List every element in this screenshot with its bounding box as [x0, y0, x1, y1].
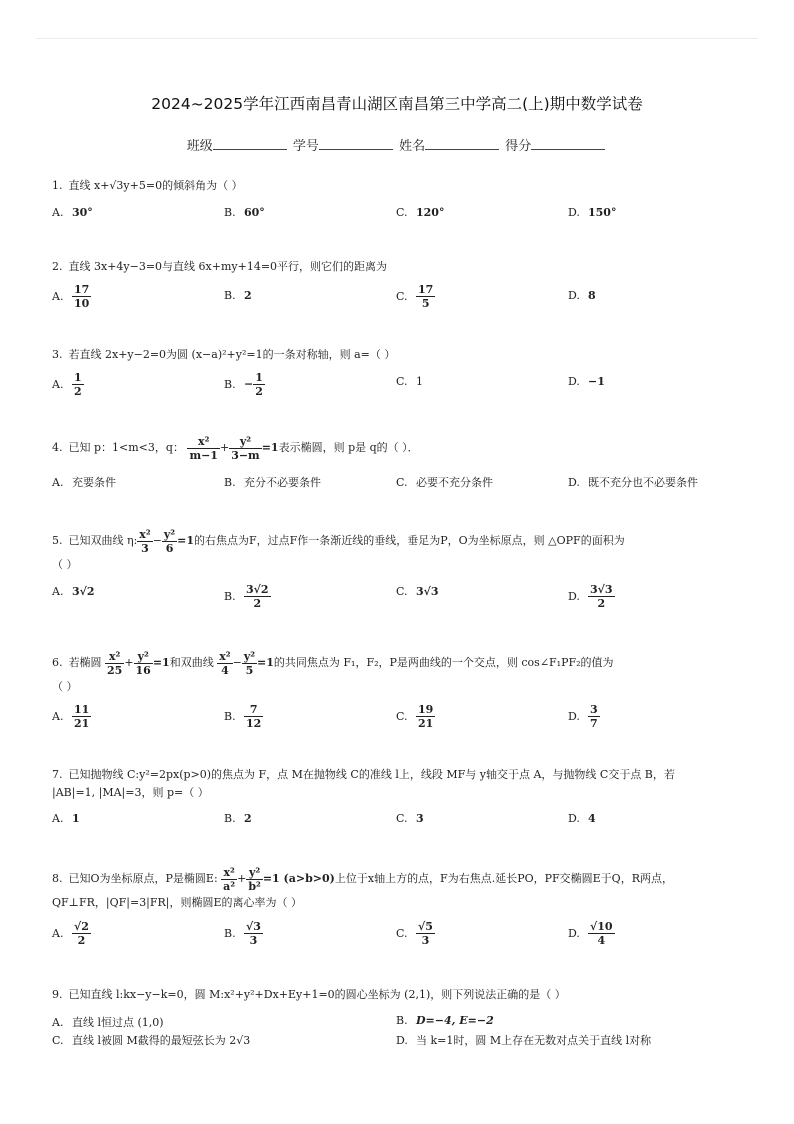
option-a[interactable]: A. $\frac{√2}{2}$ [52, 920, 89, 947]
class-label: 班级 [186, 139, 213, 154]
option-c[interactable]: C. 120° [396, 206, 445, 219]
question-stem: 若直线 2x+y−2=0为圆 (x−a)²+y²=1的一条对称轴，则 a=（ ） [68, 348, 396, 361]
option-c[interactable]: C. 1 [396, 375, 423, 388]
question-stem: 直线 x+√3y+5=0的倾斜角为（ ） [68, 179, 243, 192]
question-stem-part: 已知 p：1<m<3，q： [68, 441, 184, 454]
question-stem-part: 若椭圆 [68, 656, 102, 669]
fraction: $\frac{\text{y²}}{\text{b²}}$ [248, 865, 261, 893]
option-d[interactable]: D. 8 [568, 289, 596, 302]
question-stem-part: 表示椭圆，则 p是 q的（ ）． [278, 441, 419, 454]
question-8: 8. 已知O为坐标原点，P是椭圆E: $\frac{\text{x²}}{\text{a²}}$ + $\frac{\text{y²}}{\text{b²}}$ =1 (a>b>0)上位于x轴上方的点，F为右焦点.延长PO，PF交椭圆E于Q，R两点， [52, 865, 673, 893]
question-stem: 已知直线 l:kx−y−k=0，圆 M:x²+y²+Dx+Ey+1=0的圆心坐标为 (2,1)，则下列说法正确的是（ ） [68, 988, 566, 1001]
student-id-label: 学号 [292, 139, 319, 154]
fraction: $\frac{\text{x²}}{\text{a²}}$ [223, 865, 236, 893]
question-number: 9. [52, 988, 63, 1001]
page-title: 2024~2025学年江西南昌青山湖区南昌第三中学高二(上)期中数学试卷 [151, 95, 643, 113]
option-a[interactable]: A. 30° [52, 206, 93, 219]
question-4: 4. 已知 p：1<m<3，q： $\frac{\text{x²}}{m-1}$ + $\frac{\text{y²}}{3-m}$ =1表示椭圆，则 p是 q的（ ）． [52, 434, 419, 462]
student-id-blank[interactable] [319, 137, 393, 150]
option-d[interactable]: D. −1 [568, 375, 605, 388]
fraction: $\frac{\text{y²}}{5}$ [243, 649, 256, 677]
option-a[interactable]: A. 直线 l恒过点 (1,0) [52, 1016, 164, 1029]
question-2 [52, 257, 752, 277]
option-c[interactable]: C. 3 [396, 812, 424, 825]
option-d[interactable]: D. $\frac{3√3}{2}$ [568, 583, 613, 610]
fraction: $\frac{\text{x²}}{m-1}$ [189, 434, 218, 462]
score-label: 得分 [505, 139, 532, 154]
question-number: 4. [52, 441, 63, 454]
name-label: 姓名 [399, 139, 426, 154]
class-blank[interactable] [213, 137, 287, 150]
option-c[interactable]: C. $\frac{√5}{3}$ [396, 920, 433, 947]
question-stem-part: 上位于x轴上方的点，F为右焦点.延长PO，PF交椭圆E于Q，R两点， [334, 872, 673, 885]
page-top-rule [36, 38, 758, 39]
question-7-line-2: |AB|=1, |MA|=3，则 p=（ ） [52, 786, 209, 799]
fraction: $\frac{\text{y²}}{6}$ [163, 527, 176, 555]
score-blank[interactable] [531, 137, 605, 150]
option-a[interactable]: A. $\frac{17}{10}$ [52, 283, 90, 310]
option-b[interactable]: B. 2 [224, 812, 252, 825]
question-5: 5. 已知双曲线 η: $\frac{\text{x²}}{3}$ − $\frac{\text{y²}}{6}$ =1的右焦点为F，过点F作一条渐近线的垂线，垂足为P，O为坐标原点，则 △OPF的面积为 [52, 527, 625, 555]
question-5-paren: （ ） [52, 558, 78, 571]
question-6: 6. 若椭圆 $\frac{\text{x²}}{25}$ + $\frac{\text{y²}}{16}$ =1和双曲线 $\frac{\text{x²}}{4}$ − $\frac{\text{y²}}{5}$ =1的共同焦点为 F₁，F₂，P是两曲线的一个交点，则 cos∠F₁PF₂的值为 [52, 649, 614, 677]
question-stem: 直线 3x+4y−3=0与直线 6x+my+14=0平行，则它们的距离为 [68, 260, 388, 273]
student-info-fields [0, 135, 794, 154]
option-b[interactable]: B. 充分不必要条件 [224, 476, 321, 489]
fraction: $\frac{\text{x²}}{25}$ [107, 649, 123, 677]
option-a[interactable]: A. $\frac{1}{2}$ [52, 371, 82, 398]
option-d[interactable]: D. $\frac{3}{7}$ [568, 703, 598, 730]
option-d[interactable]: D. 4 [568, 812, 596, 825]
question-number: 5. [52, 534, 63, 547]
option-a[interactable]: A. 3√2 [52, 585, 95, 598]
option-d[interactable]: D. 150° [568, 206, 617, 219]
question-8-line-2: QF⊥FR，|QF|=3|FR|，则椭圆E的离心率为（ ） [52, 896, 303, 909]
option-c[interactable]: C. 直线 l被圆 M截得的最短弦长为 2√3 [52, 1034, 251, 1047]
option-c[interactable]: C. $\frac{19}{21}$ [396, 703, 434, 730]
question-6-paren: （ ） [52, 680, 78, 693]
name-blank[interactable] [425, 137, 499, 150]
option-b[interactable]: B. 2 [224, 289, 252, 302]
question-3 [52, 345, 752, 365]
option-d[interactable]: D. 既不充分也不必要条件 [568, 476, 698, 489]
question-stem-part: 已知双曲线 η: [68, 534, 138, 547]
fraction: $\frac{\text{x²}}{4}$ [219, 649, 231, 677]
option-d[interactable]: D. 当 k=1时，圆 M上存在无数对点关于直线 l对称 [396, 1034, 652, 1047]
question-stem-line-1: 已知抛物线 C:y²=2px(p>0)的焦点为 F，点 M在抛物线 C的准线 l上，线段 MF与 y轴交于点 A，与抛物线 C交于点 B，若 [68, 768, 675, 781]
option-a[interactable]: A. 充要条件 [52, 476, 116, 489]
question-9 [52, 985, 752, 1005]
fraction: $\frac{\text{y²}}{16}$ [135, 649, 151, 677]
option-b[interactable]: B. 60° [224, 206, 265, 219]
question-stem-part: 和双曲线 [169, 656, 214, 669]
question-7 [52, 765, 752, 785]
option-a[interactable]: A. $\frac{11}{21}$ [52, 703, 90, 730]
question-number: 1. [52, 179, 63, 192]
question-number: 6. [52, 656, 63, 669]
option-a[interactable]: A. 1 [52, 812, 80, 825]
option-b[interactable]: B. $\frac{3√2}{2}$ [224, 583, 269, 610]
question-number: 2. [52, 260, 63, 273]
question-1 [52, 176, 752, 196]
option-c[interactable]: C. 3√3 [396, 585, 439, 598]
option-c[interactable]: C. $\frac{17}{5}$ [396, 283, 434, 310]
option-b[interactable]: B. $\frac{√3}{3}$ [224, 920, 261, 947]
question-stem-part: 已知O为坐标原点，P是椭圆E: [68, 872, 218, 885]
option-b[interactable]: B. $\frac{7}{12}$ [224, 703, 262, 730]
option-b[interactable]: B. D=−4, E=−2 [396, 1014, 494, 1027]
question-number: 7. [52, 768, 63, 781]
fraction: $\frac{\text{y²}}{3-m}$ [231, 434, 260, 462]
question-stem-part: 的共同焦点为 F₁，F₂，P是两曲线的一个交点，则 cos∠F₁PF₂的值为 [273, 656, 614, 669]
option-c[interactable]: C. 必要不充分条件 [396, 476, 493, 489]
fraction: $\frac{\text{x²}}{3}$ [139, 527, 151, 555]
option-d[interactable]: D. $\frac{√10}{4}$ [568, 920, 613, 947]
question-number: 8. [52, 872, 63, 885]
option-b[interactable]: B. − $\frac{1}{2}$ [224, 371, 263, 398]
question-number: 3. [52, 348, 63, 361]
question-stem-part: 的右焦点为F，过点F作一条渐近线的垂线，垂足为P，O为坐标原点，则 △OPF的面积为 [194, 534, 625, 547]
